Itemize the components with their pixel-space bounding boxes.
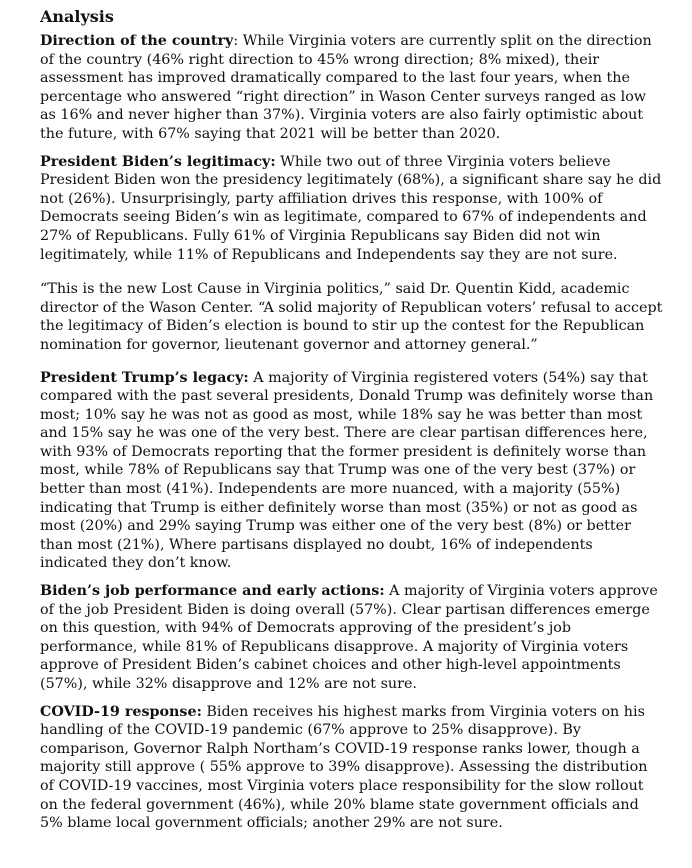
paragraph-body: While two out of three Virginia voters believe President Biden won the presidency legitimately (68%), a significant share say he did not (26%). Unsurprisingly, party affiliation drives this response, with 100% of Democrats seeing Biden’s win as legitimate, compared to 67% of independents and 27% of Republicans. Fully 61% of Virginia Republicans say Biden did not win legitimately, while 11% of Republicans and Independents say they are not sure. <box>40 153 662 263</box>
paragraph-body: Biden receives his highest marks from Virginia voters on his handling of the COVID-19 pandemic (67% approve to 25% disapprove). By comparison, Governor Ralph Northam’s COVID-19 response ranks lower, though a majority still approve ( 55% approve to 39% disapprove). Assessing the distribution of COVID-19 vaccines, most Virginia voters place responsibility for the slow rollout on the federal government (46%), while 20% blame state government officials and 5% blame local government officials; another 29% are not sure. <box>40 703 648 832</box>
paragraph-biden-job-performance <box>40 582 664 694</box>
paragraph-body: A majority of Virginia registered voters (54%) say that compared with the past several presidents, Donald Trump was definitely worse than most; 10% say he was not as good as most, while 18% say he was better than most and 15% say he was one of the very best. There are clear partisan differences here, with 93% of Democrats reporting that the former president is definitely worse than most, while 78% of Republicans say that Trump was one of the very best (37%) or better than most (41%). Independents are more nuanced, with a majority (55%) indicating that Trump is either definitely worse than most (35%) or not as good as most (20%) and 29% saying Trump was either one of the very best (8%) or better than most (21%), Where partisans displayed no doubt, 16% of independents indicated they don’t know. <box>40 369 654 572</box>
paragraph-lead: President Biden’s legitimacy: <box>40 153 276 170</box>
paragraph-body: “This is the new Lost Cause in Virginia politics,” said Dr. Quentin Kidd, academic director of the Wason Center. “A solid majority of Republican voters’ refusal to accept the legitimacy of Biden’s election is bound to stir up the contest for the Republican nomination for governor, lieutenant governor and attorney general.” <box>40 281 663 353</box>
paragraph-body: A majority of Virginia voters approve of the job President Biden is doing overall (57%). Clear partisan differences emerge on this question, with 94% of Democrats approving of the president’s job performance, while 81% of Republicans disapprove. A majority of Virginia voters approve of President Biden’s cabinet choices and other high-level appointments (57%), while 32% disapprove and 12% are not sure. <box>40 583 658 692</box>
analysis-heading: Analysis <box>40 7 114 26</box>
paragraph-lead: Biden’s job performance and early actions: <box>40 583 385 600</box>
paragraph-lead: Direction of the country <box>40 33 234 49</box>
paragraph-body: : While Virginia voters are currently split on the direction of the country (46% right direction to 45% wrong direction; 8% mixed), their assessment has improved dramatically compared to the last four years, when the percentage who answered “right direction” in Wason Center surveys ranged as low as 16% and never higher than 37%). Virginia voters are also fairly optimistic about the future, with 67% saying that 2021 will be better than 2020. <box>40 33 652 142</box>
paragraph-kidd-quote <box>40 280 664 354</box>
paragraph-trump-legacy <box>40 369 664 574</box>
paragraph-direction-of-country <box>40 32 664 144</box>
paragraph-biden-legitimacy <box>40 153 664 265</box>
paragraph-lead: President Trump’s legacy: <box>40 369 249 386</box>
paragraph-lead: COVID-19 response: <box>40 703 202 720</box>
paragraph-covid-response <box>40 703 664 833</box>
